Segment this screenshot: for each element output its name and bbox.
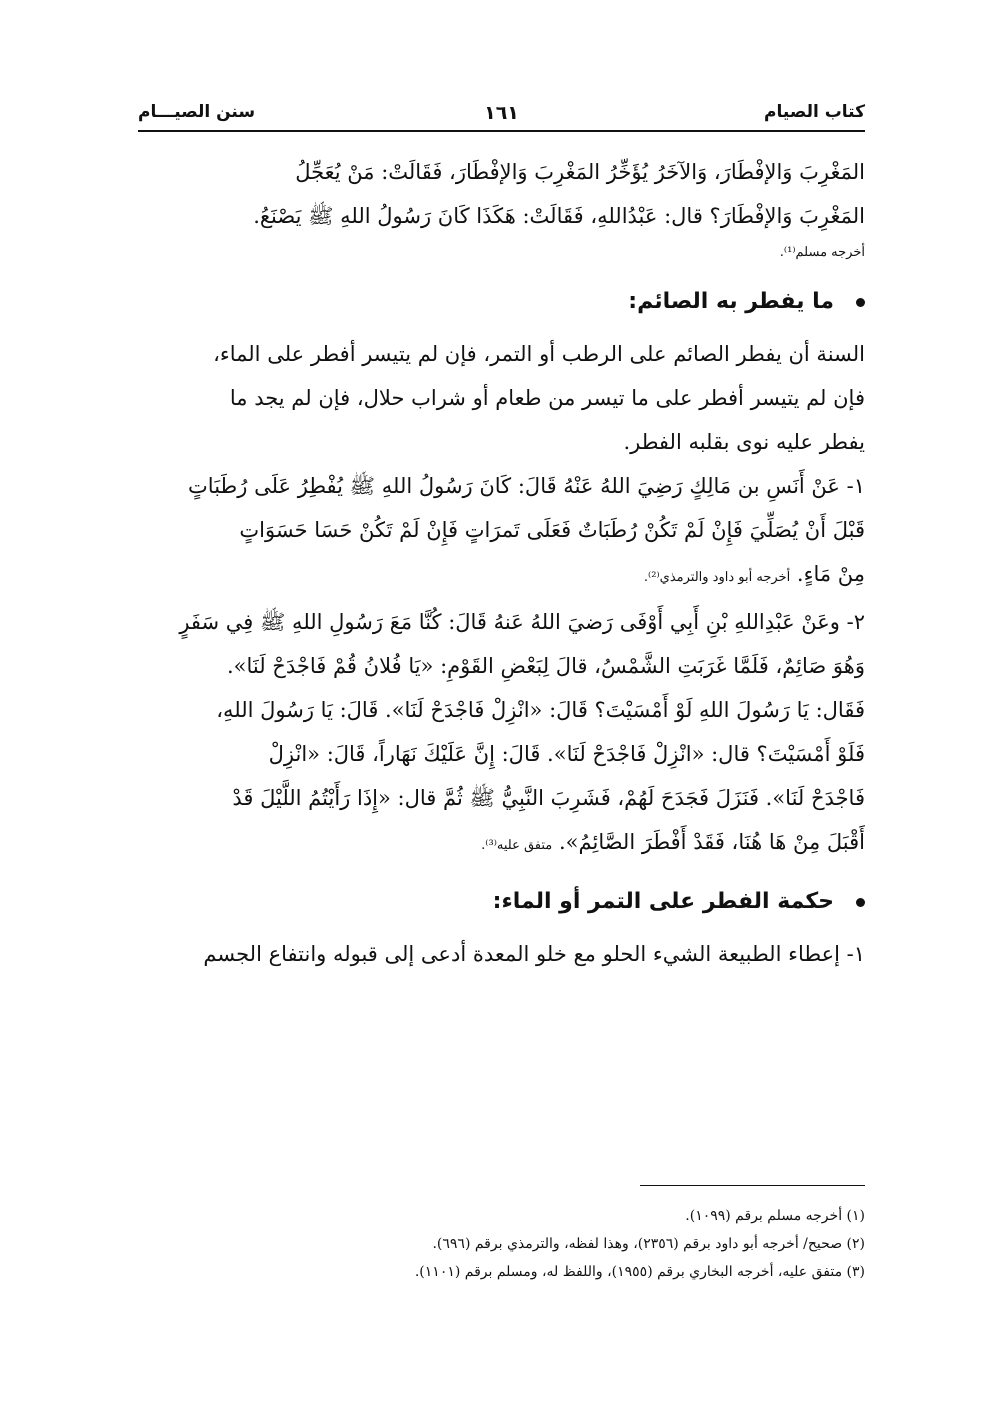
hadith2-line-1: ٢- وعَنْ عَبْدِاللهِ بْنِ أَبِي أَوْفَى رَضيَ اللهُ عَنهُ قَالَ: كُنَّا مَعَ رَسُولِ اللهِ ﷺ فِي سَفَرٍ <box>179 610 865 634</box>
hadith2-line-4: فَلَوْ أَمْسَيْتَ؟ قال: «انْزِلْ فَاجْدَحْ لَنَا». قَالَ: إِنَّ عَلَيْكَ نَهَاراً، قَالَ: «انْزِلْ <box>268 742 865 766</box>
hadith1-line-3: مِنْ مَاءٍ. أخرجه أبو داود والترمذي⁽²⁾. <box>643 562 865 586</box>
intro-line-2: المَغْرِبَ وَالإفْطَارَ؟ قال: عَبْدُاللهِ، فَقَالَتْ: هَكَذَا كَانَ رَسُولُ اللهِ ﷺ يَصْنَعُ. <box>253 204 865 228</box>
footnote-3: (٣) متفق عليه، أخرجه البخاري برقم (١٩٥٥)، واللفظ له، ومسلم برقم (١١٠١). <box>414 1264 865 1280</box>
hadith2-line-5: فَاجْدَحْ لَنَا». فَنَزَلَ فَجَدَحَ لَهُمْ، فَشَرِبَ النَّبِيُّ ﷺ ثُمَّ قال: «إِذَا رَأَيْتُمُ اللَّيْلَ قَدْ <box>232 786 865 810</box>
hadith2-line-3: فَقَال: يَا رَسُولَ اللهِ لَوْ أَمْسَيْتَ؟ قَالَ: «انْزِلْ فَاجْدَحْ لَنَا». قَالَ: يَا رَسُولَ اللهِ، <box>216 698 865 722</box>
intro-line-1: المَغْرِبَ وَالإفْطَارَ، وَالآخَرُ يُؤَخِّرُ المَغْرِبَ وَالإفْطَارَ، فَقَالَتْ: مَنْ يُعَجِّلُ <box>295 160 865 184</box>
hadith2-citation: متفق عليه⁽³⁾. <box>481 838 553 853</box>
header-section-title: سنن الصيـــام <box>138 102 256 122</box>
page-number: ١٦١ <box>484 102 519 124</box>
page-body <box>132 150 865 976</box>
hadith1-citation: أخرجه أبو داود والترمذي⁽²⁾. <box>643 570 791 585</box>
bullet-icon <box>856 898 865 907</box>
para-line-1: السنة أن يفطر الصائم على الرطب أو التمر، فإن لم يتيسر أفطر على الماء، <box>213 342 865 366</box>
footnotes <box>138 1202 865 1286</box>
para-line-3: يفطر عليه نوى بقلبه الفطر. <box>623 430 865 454</box>
hadith2-line-2: وَهُوَ صَائِمٌ، فَلَمَّا غَرَبَتِ الشَّمْسُ، قالَ لِبَعْضِ القَوْمِ: «يَا فُلانُ قُمْ فَاجْدَحْ لَنَا». <box>226 654 865 678</box>
hadith2-line-6: أَقْبَلَ مِنْ هَا هُنَا، فَقَدْ أَفْطَرَ الصَّائِمُ». متفق عليه⁽³⁾. <box>481 830 865 854</box>
bullet-icon <box>856 298 865 307</box>
section-heading-what-breaks-fast: ما يفطر به الصائم: <box>132 282 865 322</box>
hadith1-line-2: قَبْلَ أَنْ يُصَلِّيَ فَإِنْ لَمْ تَكُنْ رُطَبَاتٌ فَعَلَى تَمرَاتٍ فَإِنْ لَمْ تَكُنْ حَسَا حَسَوَاتٍ <box>239 518 865 542</box>
section-heading-wisdom: حكمة الفطر على التمر أو الماء: <box>132 882 865 922</box>
footnote-2: (٢) صحيح/ أخرجه أبو داود برقم (٢٣٥٦)، وهذا لفظه، والترمذي برقم (٦٩٦). <box>432 1236 865 1252</box>
para-line-2: فإن لم يتيسر أفطر على ما تيسر من طعام أو شراب حلال، فإن لم يجد ما <box>229 386 865 410</box>
header-book-title: كتاب الصيام <box>764 102 865 122</box>
hadith1-line-1: ١- عَنْ أَنَسِ بن مَالِكٍ رَضِيَ اللهُ عَنْهُ قَالَ: كَانَ رَسُولُ اللهِ ﷺ يُفْطِرُ عَلَى رُطَبَاتٍ <box>188 474 865 498</box>
intro-citation: أخرجه مسلم⁽¹⁾. <box>779 245 865 260</box>
header-rule <box>138 130 865 132</box>
footnote-separator <box>640 1185 865 1186</box>
footnote-1: (١) أخرجه مسلم برقم (١٠٩٩). <box>685 1208 865 1224</box>
page-header <box>138 98 865 130</box>
wisdom-line-1: ١- إعطاء الطبيعة الشيء الحلو مع خلو المعدة أدعى إلى قبوله وانتفاع الجسم <box>203 942 865 966</box>
